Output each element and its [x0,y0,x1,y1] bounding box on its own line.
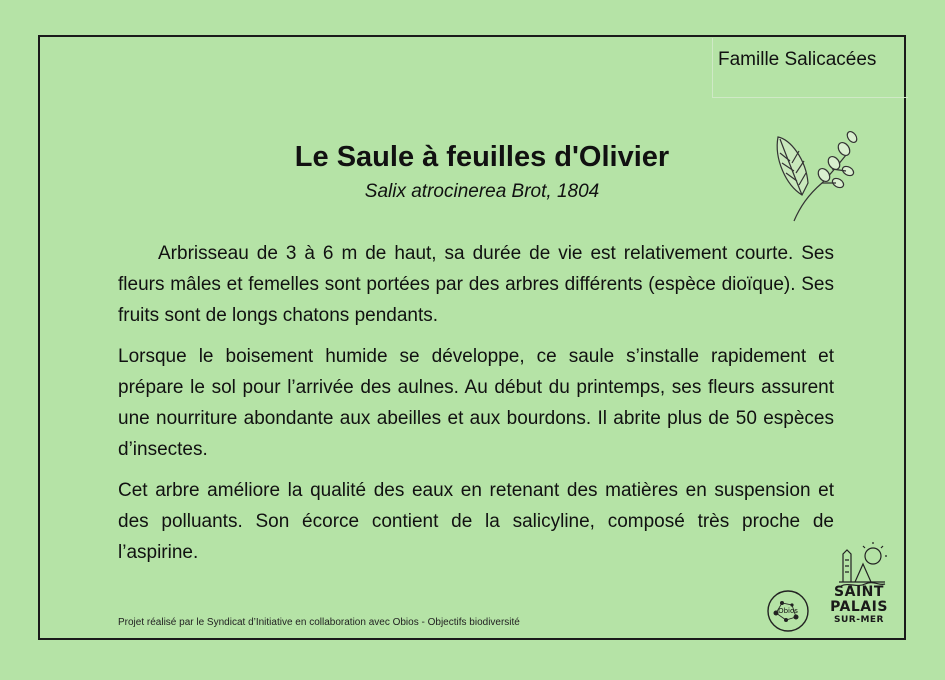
paragraph-1: Arbrisseau de 3 à 6 m de haut, sa durée de vie est relativement courte. Ses fleurs mâles et femelles sont portées par des arbres différents (espèce dioïque). Ses fruits sont de longs chatons pendants. [118,243,834,326]
paragraph-3: Cet arbre améliore la qualité des eaux en retenant des matières en suspension et des polluants. Son écorce contient de la salicyline, composé très proche de l’aspirine. [118,480,834,563]
saint-palais-logo-icon [837,542,887,588]
description [118,238,834,578]
willow-leaf-illustration [772,125,862,225]
family-label: Famille Salicacées [718,49,877,70]
paragraph-2: Lorsque le boisement humide se développe, ce saule s’installe rapidement et prépare le sol pour l’arrivée des aulnes. Au début du printemps, ses fleurs assurent une nourriture abondante aux abeilles et aux bourdons. Il abrite plus de 50 espèces d’insectes. [118,346,834,460]
logo-line-1: SAINT [834,584,884,600]
page-title: Le Saule à feuilles d'Olivier [294,141,670,173]
logo-line-2: PALAIS [830,599,888,615]
scientific-name: Salix atrocinerea Brot, 1804 [364,181,600,202]
obios-logo-icon [766,589,810,633]
obios-logo-text: Obios [778,607,798,615]
footer-credit: Projet réalisé par le Syndicat d’Initiative en collaboration avec Obios - Objectifs biodiversité [118,617,520,628]
info-panel [38,35,906,640]
logo-line-3: SUR-MER [834,615,884,625]
saint-palais-logo [827,585,891,626]
